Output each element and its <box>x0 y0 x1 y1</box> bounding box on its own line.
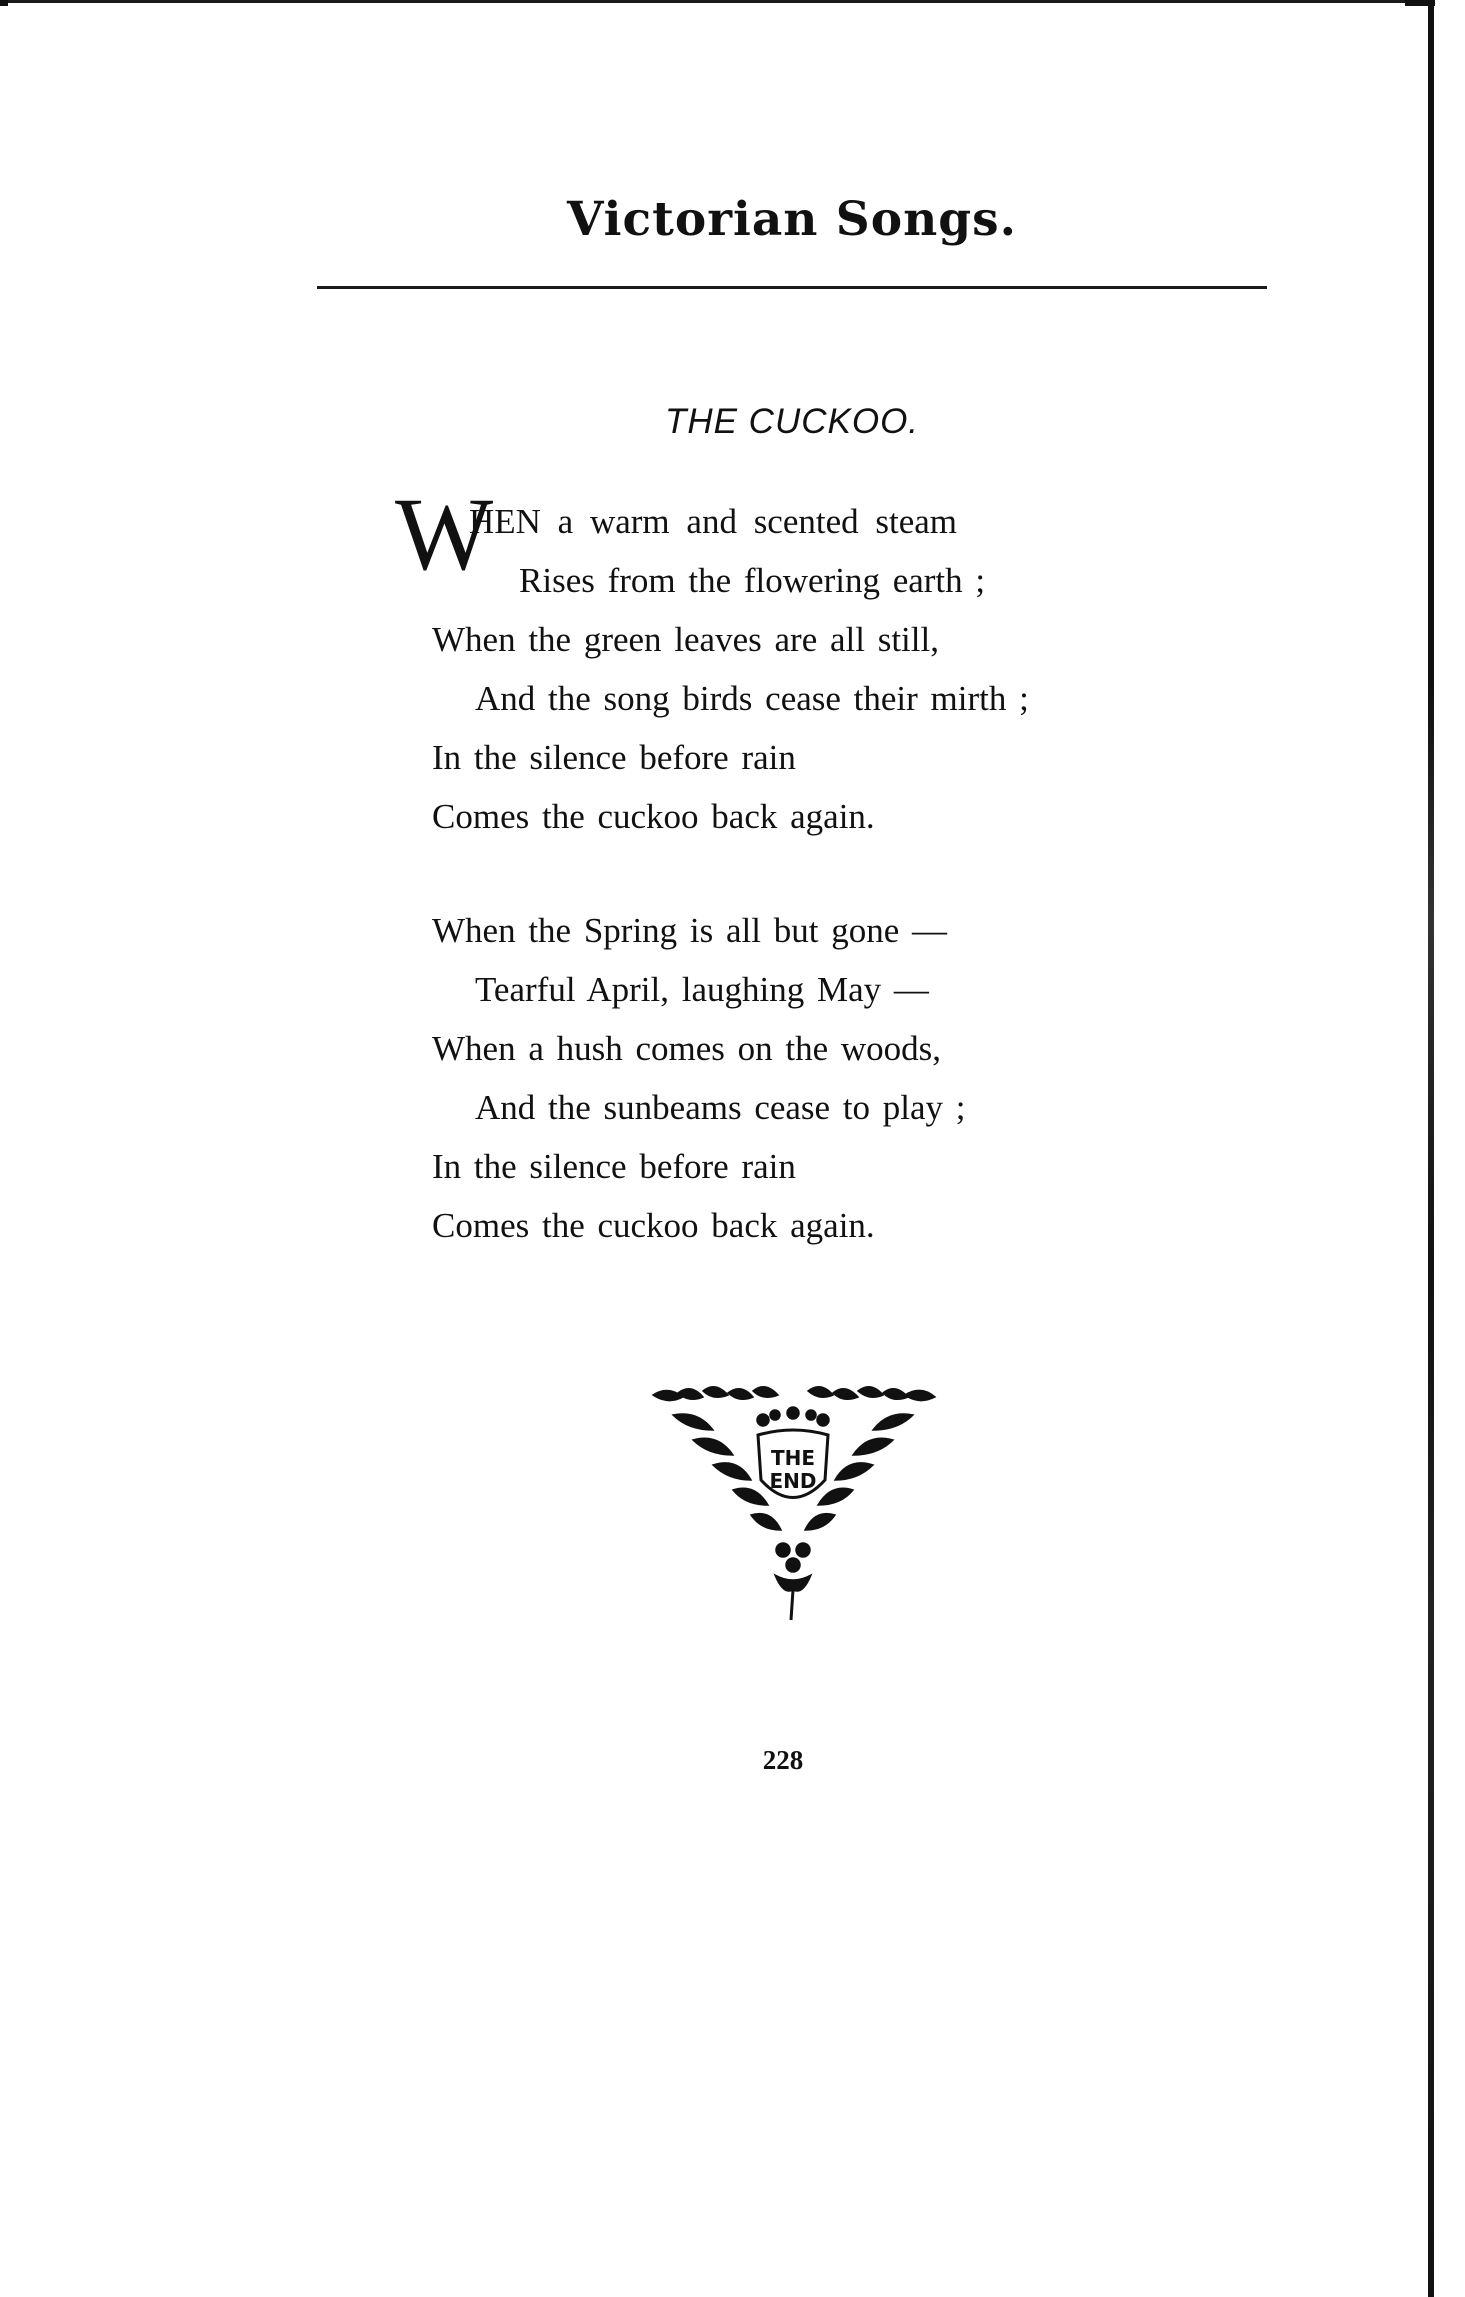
stanza-1-line-4: And the song birds cease their mirth ; <box>475 679 1029 718</box>
ornament-text-top: THE <box>770 1446 816 1470</box>
running-head: Victorian Songs. <box>567 192 1017 247</box>
stanza-2-line-5: In the silence before rain <box>432 1147 796 1186</box>
laurel-wreath-icon <box>643 1385 943 1625</box>
stanza-1-line-1: HEN a warm and scented steam <box>469 502 958 541</box>
stanza-2-line-1: When the Spring is all but gone — <box>432 911 948 950</box>
stanza-1-line-5: In the silence before rain <box>432 738 796 777</box>
scan-top-edge <box>0 0 1430 3</box>
leaf-row-top <box>653 1387 935 1401</box>
drop-cap: W <box>395 477 494 592</box>
stanza-1-line-6: Comes the cuckoo back again. <box>432 797 875 836</box>
page-number: 228 <box>762 1745 804 1775</box>
scan-right-edge <box>1428 0 1434 2297</box>
stanza-1-line-3: When the green leaves are all still, <box>432 620 939 659</box>
poem-title: THE CUCKOO. <box>664 402 920 441</box>
stanza-2-line-2: Tearful April, laughing May — <box>475 970 929 1009</box>
stanza-2-line-4: And the sunbeams cease to play ; <box>475 1088 966 1127</box>
stanza-2-line-6: Comes the cuckoo back again. <box>432 1206 875 1245</box>
header-rule <box>317 286 1267 289</box>
scan-corner-mark <box>0 0 8 6</box>
stanza-1-line-2: Rises from the flowering earth ; <box>519 561 986 600</box>
stanza-2-line-3: When a hush comes on the woods, <box>432 1029 942 1068</box>
ornament-text-bottom: END <box>769 1469 817 1493</box>
